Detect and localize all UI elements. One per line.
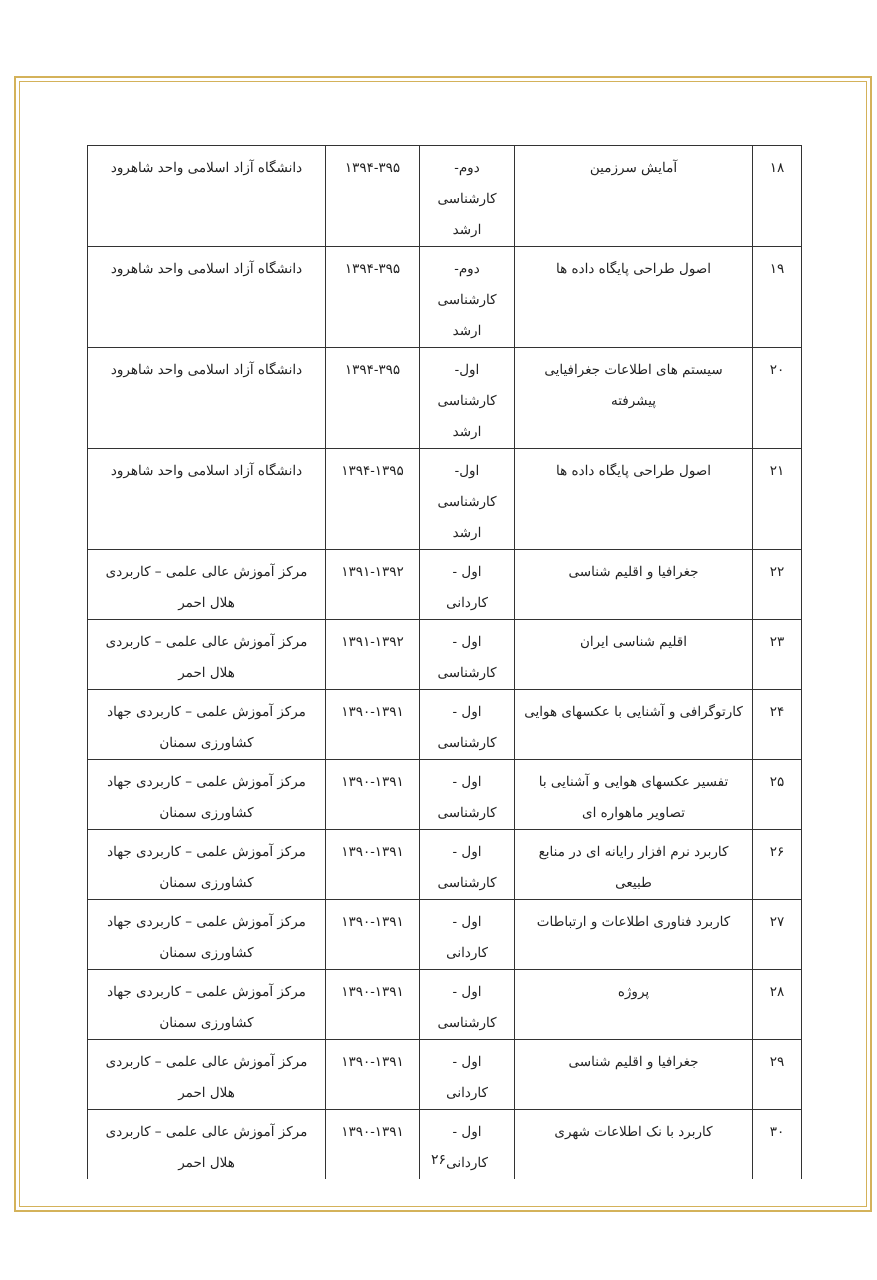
course-title-cell bbox=[515, 690, 753, 760]
semester-level-line: ارشد bbox=[452, 525, 482, 541]
semester-level-cell bbox=[420, 1110, 515, 1180]
course-title-line: کاربرد نرم افزار رایانه ای در منابع bbox=[538, 844, 729, 860]
institution-cell bbox=[88, 449, 326, 550]
semester-level-line: کارشناسی bbox=[437, 735, 497, 751]
semester-level-cell bbox=[420, 550, 515, 620]
course-title-cell bbox=[515, 146, 753, 247]
row-number-cell: ۳۰ bbox=[753, 1110, 802, 1180]
academic-year-cell: ۱۳۹۴-۱۳۹۵ bbox=[326, 449, 420, 550]
row-number-cell: ۲۳ bbox=[753, 620, 802, 690]
institution-line: کشاورزی سمنان bbox=[159, 945, 254, 961]
row-number-cell: ۲۸ bbox=[753, 970, 802, 1040]
semester-level-line: کارشناسی bbox=[437, 494, 497, 510]
academic-year-cell: ۱۳۹۰-۱۳۹۱ bbox=[326, 970, 420, 1040]
academic-year-cell: ۱۳۹۴-۳۹۵ bbox=[326, 146, 420, 247]
table-row bbox=[88, 550, 802, 620]
course-title-cell bbox=[515, 900, 753, 970]
course-title-line: پروژه bbox=[617, 984, 650, 1000]
institution-cell bbox=[88, 620, 326, 690]
semester-level-cell bbox=[420, 830, 515, 900]
table-row bbox=[88, 146, 802, 247]
course-title-line: پیشرفته bbox=[610, 393, 657, 409]
table-row bbox=[88, 247, 802, 348]
course-title-line: کاربرد فناوری اطلاعات و ارتباطات bbox=[536, 914, 731, 930]
institution-cell bbox=[88, 1110, 326, 1180]
course-title-cell bbox=[515, 449, 753, 550]
table-row bbox=[88, 690, 802, 760]
institution-line: مرکز آموزش علمی – کاربردی جهاد bbox=[107, 844, 306, 860]
row-number-cell: ۲۹ bbox=[753, 1040, 802, 1110]
academic-year-cell: ۱۳۹۰-۱۳۹۱ bbox=[326, 1110, 420, 1180]
semester-level-line: دوم- bbox=[454, 160, 480, 176]
row-number-cell: ۲۷ bbox=[753, 900, 802, 970]
course-title-cell bbox=[515, 1040, 753, 1110]
institution-line: مرکز آموزش عالی علمی – کاربردی bbox=[105, 1054, 308, 1070]
institution-cell bbox=[88, 830, 326, 900]
semester-level-line: کارشناسی bbox=[437, 393, 497, 409]
course-title-cell bbox=[515, 760, 753, 830]
institution-cell bbox=[88, 1040, 326, 1110]
semester-level-cell bbox=[420, 760, 515, 830]
institution-line: دانشگاه آزاد اسلامی واحد شاهرود bbox=[110, 362, 303, 378]
institution-cell bbox=[88, 247, 326, 348]
institution-line: مرکز آموزش علمی – کاربردی جهاد bbox=[107, 914, 306, 930]
semester-level-line: دوم- bbox=[454, 261, 480, 277]
institution-cell bbox=[88, 348, 326, 449]
institution-line: دانشگاه آزاد اسلامی واحد شاهرود bbox=[110, 463, 303, 479]
table-row bbox=[88, 620, 802, 690]
table-row bbox=[88, 348, 802, 449]
table-row bbox=[88, 449, 802, 550]
academic-year-cell: ۱۳۹۰-۱۳۹۱ bbox=[326, 1040, 420, 1110]
course-title-cell bbox=[515, 1110, 753, 1180]
institution-cell bbox=[88, 760, 326, 830]
semester-level-cell bbox=[420, 146, 515, 247]
institution-line: کشاورزی سمنان bbox=[159, 875, 254, 891]
courses-table-body bbox=[88, 146, 802, 1180]
course-title-line: طبیعی bbox=[615, 875, 652, 891]
institution-line: مرکز آموزش عالی علمی – کاربردی bbox=[105, 1124, 308, 1140]
course-title-line: تصاویر ماهواره ای bbox=[582, 805, 685, 821]
course-title-cell bbox=[515, 830, 753, 900]
semester-level-line: اول - bbox=[452, 564, 482, 580]
academic-year-cell: ۱۳۹۱-۱۳۹۲ bbox=[326, 620, 420, 690]
academic-year-cell: ۱۳۹۱-۱۳۹۲ bbox=[326, 550, 420, 620]
table-row bbox=[88, 1110, 802, 1180]
semester-level-line: کاردانی bbox=[446, 945, 488, 961]
semester-level-line: کارشناسی bbox=[437, 805, 497, 821]
course-title-line: آمایش سرزمین bbox=[589, 160, 678, 176]
course-title-line: جغرافیا و اقلیم شناسی bbox=[568, 564, 699, 580]
semester-level-line: کارشناسی bbox=[437, 292, 497, 308]
institution-line: کشاورزی سمنان bbox=[159, 1015, 254, 1031]
table-row bbox=[88, 1040, 802, 1110]
semester-level-line: کارشناسی bbox=[437, 665, 497, 681]
row-number-cell: ۲۵ bbox=[753, 760, 802, 830]
institution-line: مرکز آموزش عالی علمی – کاربردی bbox=[105, 564, 308, 580]
row-number-cell: ۱۹ bbox=[753, 247, 802, 348]
row-number-cell: ۲۶ bbox=[753, 830, 802, 900]
institution-cell bbox=[88, 970, 326, 1040]
course-title-line: اصول طراحی پایگاه داده ها bbox=[555, 261, 712, 277]
academic-year-cell: ۱۳۹۴-۳۹۵ bbox=[326, 247, 420, 348]
institution-line: هلال احمر bbox=[178, 1155, 235, 1171]
semester-level-cell bbox=[420, 900, 515, 970]
semester-level-line: اول - bbox=[452, 914, 482, 930]
table-row bbox=[88, 970, 802, 1040]
course-title-cell bbox=[515, 550, 753, 620]
semester-level-line: ارشد bbox=[452, 424, 482, 440]
semester-level-line: اول- bbox=[454, 362, 480, 378]
institution-cell bbox=[88, 146, 326, 247]
semester-level-line: اول- bbox=[454, 463, 480, 479]
table-row bbox=[88, 760, 802, 830]
institution-line: مرکز آموزش علمی – کاربردی جهاد bbox=[107, 774, 306, 790]
course-title-line: کارتوگرافی و آشنایی با عکسهای هوایی bbox=[524, 704, 743, 720]
semester-level-cell bbox=[420, 348, 515, 449]
semester-level-cell bbox=[420, 247, 515, 348]
institution-line: دانشگاه آزاد اسلامی واحد شاهرود bbox=[110, 160, 303, 176]
semester-level-line: کاردانی bbox=[446, 595, 488, 611]
row-number-cell: ۲۱ bbox=[753, 449, 802, 550]
semester-level-line: اول - bbox=[452, 704, 482, 720]
academic-year-cell: ۱۳۹۰-۱۳۹۱ bbox=[326, 690, 420, 760]
semester-level-cell bbox=[420, 1040, 515, 1110]
table-row bbox=[88, 900, 802, 970]
semester-level-line: ارشد bbox=[452, 323, 482, 339]
course-title-cell bbox=[515, 970, 753, 1040]
courses-table bbox=[87, 145, 802, 1179]
course-title-line: جغرافیا و اقلیم شناسی bbox=[568, 1054, 699, 1070]
institution-line: هلال احمر bbox=[178, 1085, 235, 1101]
institution-line: مرکز آموزش علمی – کاربردی جهاد bbox=[107, 704, 306, 720]
institution-line: کشاورزی سمنان bbox=[159, 805, 254, 821]
row-number-cell: ۲۲ bbox=[753, 550, 802, 620]
course-title-cell bbox=[515, 620, 753, 690]
course-title-line: سیستم های اطلاعات جغرافیایی bbox=[544, 362, 723, 378]
institution-line: هلال احمر bbox=[178, 595, 235, 611]
semester-level-line: اول - bbox=[452, 774, 482, 790]
course-title-line: اقلیم شناسی ایران bbox=[580, 634, 687, 650]
institution-cell bbox=[88, 550, 326, 620]
semester-level-line: اول - bbox=[452, 844, 482, 860]
institution-line: مرکز آموزش عالی علمی – کاربردی bbox=[105, 634, 308, 650]
table-row bbox=[88, 830, 802, 900]
semester-level-line: ارشد bbox=[452, 222, 482, 238]
semester-level-line: اول - bbox=[452, 1054, 482, 1070]
semester-level-cell bbox=[420, 620, 515, 690]
semester-level-line: کاردانی bbox=[446, 1085, 488, 1101]
academic-year-cell: ۱۳۹۰-۱۳۹۱ bbox=[326, 830, 420, 900]
row-number-cell: ۲۴ bbox=[753, 690, 802, 760]
semester-level-line: کارشناسی bbox=[437, 875, 497, 891]
row-number-cell: ۲۰ bbox=[753, 348, 802, 449]
academic-year-cell: ۱۳۹۰-۱۳۹۱ bbox=[326, 900, 420, 970]
row-number-cell: ۱۸ bbox=[753, 146, 802, 247]
academic-year-cell: ۱۳۹۴-۳۹۵ bbox=[326, 348, 420, 449]
semester-level-line: اول - bbox=[452, 984, 482, 1000]
course-title-line: اصول طراحی پایگاه داده ها bbox=[555, 463, 712, 479]
institution-line: دانشگاه آزاد اسلامی واحد شاهرود bbox=[110, 261, 303, 277]
semester-level-line: کارشناسی bbox=[437, 191, 497, 207]
semester-level-line: کارشناسی bbox=[437, 1015, 497, 1031]
course-title-line: کاربرد با نک اطلاعات شهری bbox=[554, 1124, 713, 1140]
institution-line: کشاورزی سمنان bbox=[159, 735, 254, 751]
semester-level-cell bbox=[420, 690, 515, 760]
semester-level-line: اول - bbox=[452, 634, 482, 650]
semester-level-line: کاردانی bbox=[446, 1155, 488, 1171]
semester-level-cell bbox=[420, 449, 515, 550]
semester-level-cell bbox=[420, 970, 515, 1040]
page-number: ۲۶ bbox=[430, 1152, 447, 1168]
course-title-cell bbox=[515, 348, 753, 449]
institution-cell bbox=[88, 900, 326, 970]
course-title-line: تفسیر عکسهای هوایی و آشنایی با bbox=[538, 774, 729, 790]
course-title-cell bbox=[515, 247, 753, 348]
semester-level-line: اول - bbox=[452, 1124, 482, 1140]
institution-line: مرکز آموزش علمی – کاربردی جهاد bbox=[107, 984, 306, 1000]
academic-year-cell: ۱۳۹۰-۱۳۹۱ bbox=[326, 760, 420, 830]
institution-cell bbox=[88, 690, 326, 760]
institution-line: هلال احمر bbox=[178, 665, 235, 681]
